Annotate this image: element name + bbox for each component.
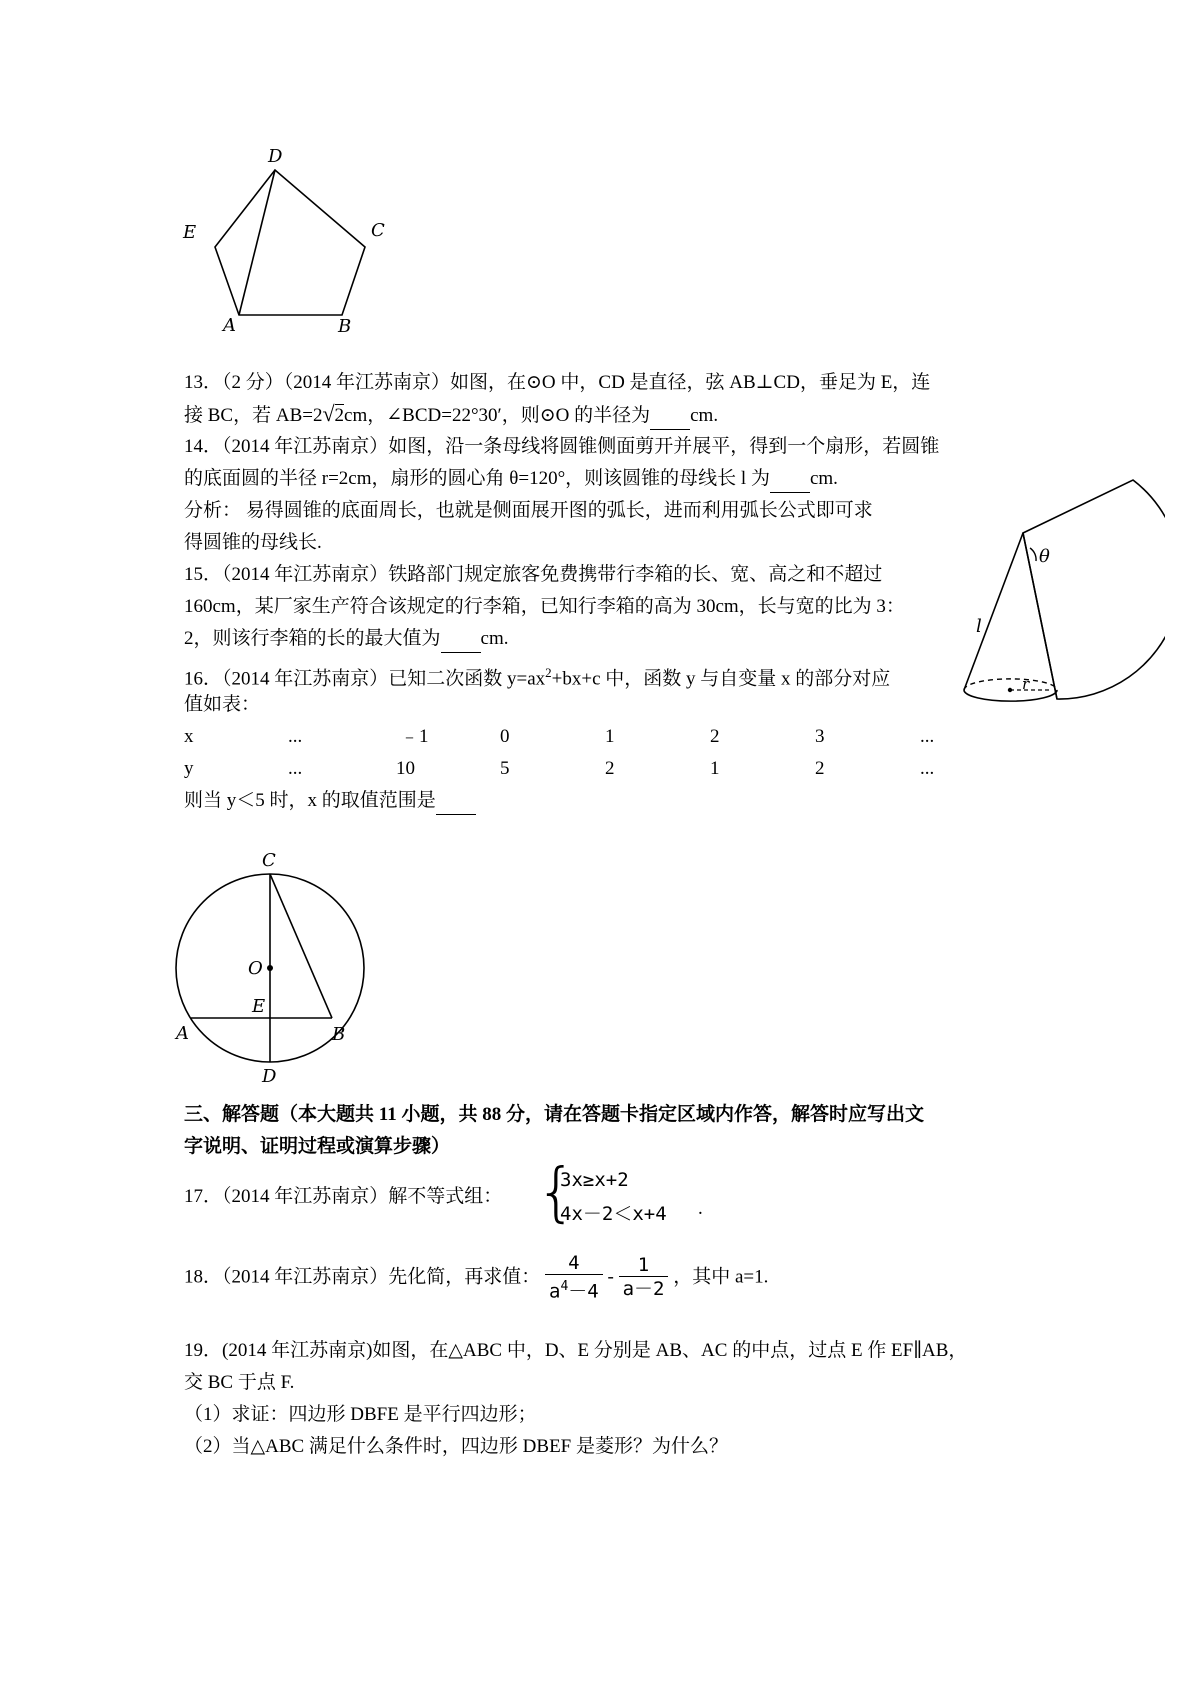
q13-answer-blank[interactable]: [650, 403, 690, 430]
q16-line2: 值如表：: [184, 694, 261, 715]
q19-line2: 交 BC 于点 F.: [184, 1372, 295, 1393]
q15-line1: 15．（2014 年江苏南京）铁路部门规定旅客免费携带行李箱的长、宽、高之和不超过: [184, 564, 883, 585]
table-x-2: ﹣1: [400, 726, 429, 747]
circle-label-o: O: [248, 958, 263, 979]
q15-line2: 160cm，某厂家生产符合该规定的行李箱，已知行李箱的高为 30cm，长与宽的比为 3：: [184, 596, 905, 617]
q17-brace: {: [536, 1156, 577, 1230]
table-y-0: y: [184, 758, 194, 779]
pentagon-label-b: B: [338, 316, 352, 337]
circle-label-b: B: [332, 1024, 346, 1045]
q18-den1-a: a: [549, 1280, 561, 1303]
q14-text-b: cm.: [809, 468, 838, 489]
pentagon-figure: [175, 145, 405, 365]
q19-line4: （2）当△ABC 满足什么条件时，四边形 DBEF 是菱形？为什么？: [184, 1436, 728, 1457]
table-y-1: ...: [288, 758, 303, 779]
q15-line3: [184, 626, 508, 653]
pentagon-label-a: A: [223, 315, 236, 336]
q18-fraction-1-denominator: [545, 1275, 603, 1303]
q14-analysis-line1: 分析： 易得圆锥的底面周长，也就是侧面展开图的弧长，进而利用弧长公式即可求: [184, 500, 873, 521]
table-x-5: 2: [710, 726, 720, 747]
q13-text-b: cm，∠BCD=22°30′，则⊙O 的半径为: [344, 405, 651, 426]
q18-fraction-2: [619, 1254, 669, 1301]
q16-answer-blank[interactable]: [436, 788, 476, 815]
q16-text-c: 则当 y＜5 时，x 的取值范围是: [184, 790, 436, 811]
circle-label-a: A: [176, 1023, 189, 1044]
q19-line3: （1）求证：四边形 DBFE 是平行四边形；: [184, 1404, 537, 1425]
table-x-0: x: [184, 726, 194, 747]
q18-fraction-2-numerator: 1: [619, 1254, 669, 1277]
q18-fraction-1-numerator: 4: [545, 1252, 603, 1275]
table-x-4: 1: [605, 726, 615, 747]
q13-sqrt-value: 2: [334, 405, 345, 426]
table-x-7: ...: [920, 726, 935, 747]
table-y-2: 10: [396, 758, 415, 779]
q15-text-a: 2，则该行李箱的长的最大值为: [184, 628, 441, 649]
q14-line1: 14．（2014 年江苏南京）如图，沿一条母线将圆锥侧面剪开并展平，得到一个扇形，若圆锥: [184, 436, 940, 457]
q16-line1: [184, 660, 890, 692]
q16-text-b: +bx+c 中，函数 y 与自变量 x 的部分对应: [551, 668, 891, 690]
q14-line2: [184, 466, 838, 493]
section3-heading-line1: 三、解答题（本大题共 11 小题，共 88 分，请在答题卡指定区域内作答，解答时应写出文: [184, 1104, 924, 1125]
pentagon-label-c: C: [371, 220, 385, 241]
circle-label-d: D: [262, 1066, 277, 1085]
cone-sector-figure: [960, 470, 1165, 720]
cone-label-theta: θ: [1039, 546, 1050, 567]
q18-den1-b: －4: [568, 1280, 599, 1303]
q18-fraction-1: [545, 1252, 603, 1303]
table-x-1: ...: [288, 726, 303, 747]
pentagon-label-d: D: [268, 146, 283, 167]
q17-inequality-2: 4x－2＜x+4: [560, 1203, 667, 1225]
table-y-5: 1: [710, 758, 720, 779]
cone-label-l: l: [976, 616, 982, 637]
table-y-4: 2: [605, 758, 615, 779]
q15-text-b: cm.: [480, 628, 509, 649]
q14-answer-blank[interactable]: [770, 466, 810, 493]
q15-answer-blank[interactable]: [441, 626, 481, 653]
q14-text-a: 的底面圆的半径 r=2cm，扇形的圆心角 θ=120°，则该圆锥的母线长 l 为: [184, 468, 770, 489]
q18-fraction-2-denominator: a－2: [622, 1278, 665, 1301]
circle-label-c: C: [262, 850, 276, 871]
q13-line1: 13．（2 分）（2014 年江苏南京）如图，在⊙O 中，CD 是直径，弦 AB⊥CD，垂足为 E，连: [184, 372, 931, 393]
table-x-6: 3: [815, 726, 825, 747]
q18: [184, 1252, 768, 1303]
q18-prefix: 18．（2014 年江苏南京）先化简，再求值：: [184, 1266, 541, 1288]
table-y-3: 5: [500, 758, 510, 779]
q13-sqrt: √2: [322, 401, 345, 426]
q19-line1: 19．(2014 年江苏南京)如图，在△ABC 中，D、E 分别是 AB、AC 的中点，过点 E 作 EF∥AB，: [184, 1340, 968, 1361]
q13-line2: [184, 401, 718, 430]
q14-analysis-line2: 得圆锥的母线长.: [184, 532, 322, 553]
q13-text-a: 接 BC，若 AB=2: [184, 405, 323, 426]
q13-text-c: cm.: [690, 405, 719, 426]
table-y-6: 2: [815, 758, 825, 779]
q16-superscript: 2: [545, 665, 552, 680]
circle-label-e: E: [252, 996, 266, 1017]
cone-label-r: r: [1022, 675, 1030, 693]
q18-suffix: ，其中 a=1.: [673, 1266, 769, 1288]
q17-prefix: 17．（2014 年江苏南京）解不等式组：: [184, 1186, 503, 1207]
q18-minus: -: [607, 1266, 614, 1288]
pentagon-label-e: E: [183, 222, 197, 243]
q16-line3: [184, 788, 476, 815]
q18-den1-sup: 4: [560, 1279, 569, 1294]
q16-text-a: 16．（2014 年江苏南京）已知二次函数 y=ax: [184, 668, 546, 690]
q17-suffix: .: [698, 1198, 703, 1219]
circle-figure: [170, 850, 370, 1085]
q17-inequality-1: 3x≥x+2: [560, 1169, 629, 1191]
table-y-7: ...: [920, 758, 935, 779]
section3-heading-line2: 字说明、证明过程或演算步骤）: [184, 1136, 451, 1157]
table-x-3: 0: [500, 726, 510, 747]
